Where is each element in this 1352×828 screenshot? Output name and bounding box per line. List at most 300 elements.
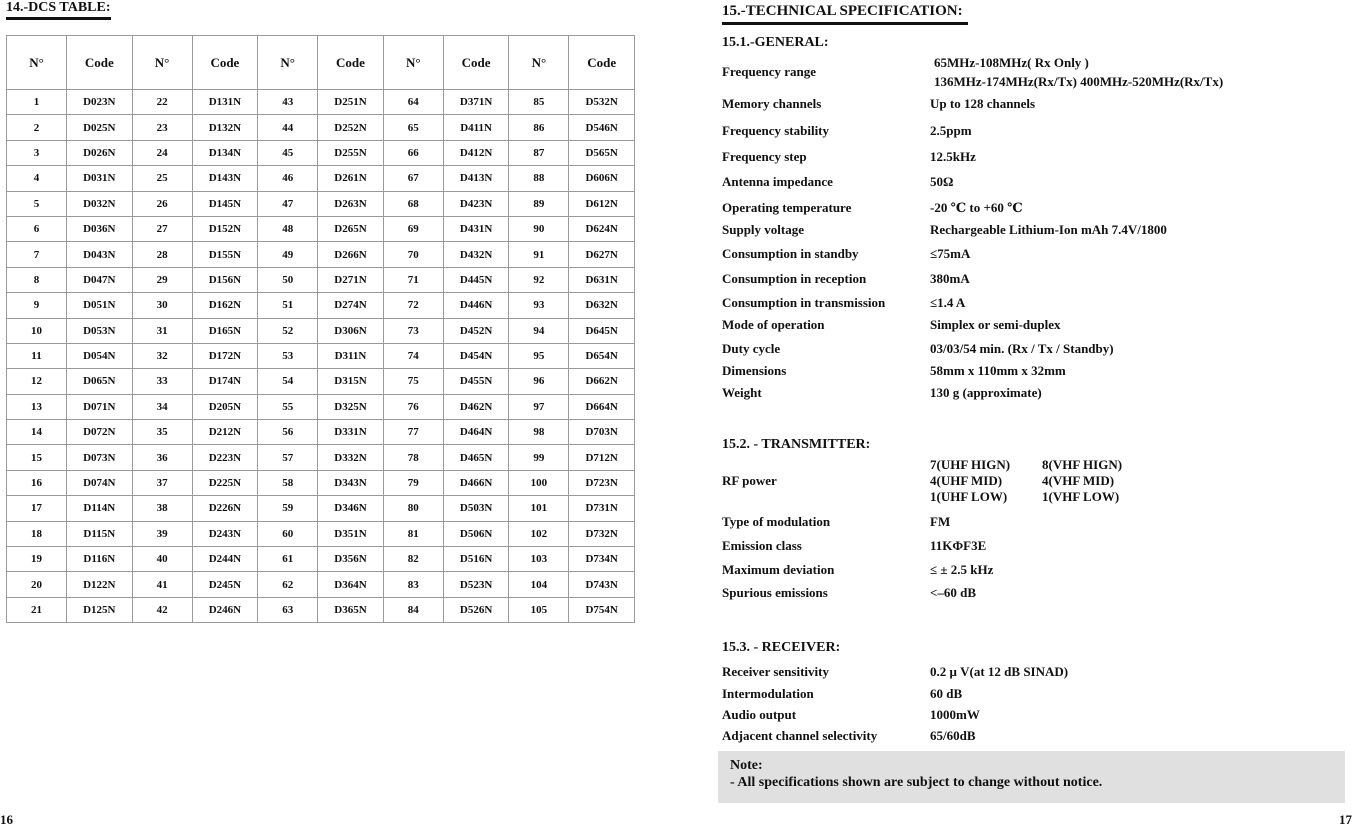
dcs-number-cell: 43 [258,90,318,115]
table-row [7,343,635,368]
receiver-heading: 15.3. - RECEIVER: [722,640,841,655]
dcs-code-cell: D526N [443,597,509,622]
dcs-code-cell: D223N [192,445,258,470]
dcs-code-cell: D152N [192,216,258,241]
dcs-code-cell: D036N [67,216,133,241]
spec-value: ≤75mA [930,246,971,261]
dcs-code-cell: D053N [67,318,133,343]
dcs-code-cell: D226N [192,496,258,521]
table-row [7,597,635,622]
dcs-number-cell: 81 [383,521,443,546]
dcs-number-cell: 74 [383,343,443,368]
dcs-number-cell: 58 [258,470,318,495]
dcs-number-cell: 2 [7,115,67,140]
dcs-number-cell: 39 [132,521,192,546]
dcs-code-cell: D732N [569,521,635,546]
dcs-number-cell: 63 [258,597,318,622]
dcs-code-cell: D115N [67,521,133,546]
dcs-number-cell: 20 [7,572,67,597]
dcs-number-cell: 17 [7,496,67,521]
dcs-number-cell: 38 [132,496,192,521]
spec-label: Adjacent channel selectivity [722,728,878,743]
dcs-code-cell: D162N [192,293,258,318]
dcs-code-cell: D073N [67,445,133,470]
dcs-code-cell: D265N [318,216,384,241]
dcs-number-cell: 67 [383,166,443,191]
dcs-number-cell: 41 [132,572,192,597]
dcs-number-cell: 47 [258,191,318,216]
spec-label: Frequency step [722,149,807,164]
table-row [7,318,635,343]
rf-power-vhf-mid: 4(VHF MID) [1042,473,1115,488]
spec-value: 58mm x 110mm x 32mm [930,363,1066,378]
spec-label: Consumption in transmission [722,295,886,310]
dcs-code-cell: D165N [192,318,258,343]
dcs-number-cell: 53 [258,343,318,368]
spec-label: Weight [722,385,762,400]
spec-label: Maximum deviation [722,562,835,577]
dcs-code-cell: D413N [443,166,509,191]
dcs-code-cell: D274N [318,293,384,318]
note-box [718,751,1345,803]
dcs-code-cell: D331N [318,420,384,445]
dcs-number-cell: 62 [258,572,318,597]
dcs-number-cell: 59 [258,496,318,521]
spec-label: Dimensions [722,363,787,378]
dcs-code-cell: D212N [192,420,258,445]
dcs-number-cell: 16 [7,470,67,495]
dcs-number-cell: 103 [509,547,569,572]
table-row [7,90,635,115]
spec-value: 03/03/54 min. (Rx / Tx / Standby) [930,341,1114,356]
dcs-number-cell: 51 [258,293,318,318]
dcs-code-cell: D031N [67,166,133,191]
transmitter-heading: 15.2. - TRANSMITTER: [722,437,871,452]
dcs-code-cell: D315N [318,369,384,394]
dcs-code-cell: D131N [192,90,258,115]
rf-power-uhf-low: 1(UHF LOW) [930,489,1008,504]
dcs-code-cell: D662N [569,369,635,394]
dcs-number-cell: 102 [509,521,569,546]
rf-power-vhf-high: 8(VHF HIGN) [1042,457,1123,472]
table-row [7,267,635,292]
spec-label: Emission class [722,538,802,553]
dcs-code-cell: D364N [318,572,384,597]
dcs-code-cell: D071N [67,394,133,419]
table-row [7,470,635,495]
header-code: Code [443,36,509,90]
dcs-number-cell: 101 [509,496,569,521]
dcs-number-cell: 88 [509,166,569,191]
spec-value: 380mA [930,271,970,286]
dcs-number-cell: 54 [258,369,318,394]
spec-label: Type of modulation [722,514,831,529]
spec-value: 50Ω [930,174,954,189]
dcs-number-cell: 30 [132,293,192,318]
dcs-code-cell: D723N [569,470,635,495]
dcs-code-cell: D431N [443,216,509,241]
dcs-code-cell: D523N [443,572,509,597]
dcs-number-cell: 24 [132,140,192,165]
dcs-code-cell: D632N [569,293,635,318]
spec-label: Operating temperature [722,200,852,215]
dcs-code-cell: D412N [443,140,509,165]
dcs-table-body [7,90,635,623]
spec-label: Audio output [722,707,797,722]
dcs-number-cell: 84 [383,597,443,622]
dcs-code-cell: D446N [443,293,509,318]
dcs-code-cell: D122N [67,572,133,597]
table-row [7,369,635,394]
dcs-number-cell: 91 [509,242,569,267]
dcs-code-cell: D332N [318,445,384,470]
dcs-code-cell: D132N [192,115,258,140]
header-number: N° [509,36,569,90]
table-row [7,394,635,419]
dcs-code-cell: D255N [318,140,384,165]
spec-value: 60 dB [930,686,963,701]
dcs-number-cell: 95 [509,343,569,368]
dcs-code-cell: D645N [569,318,635,343]
dcs-code-cell: D244N [192,547,258,572]
header-number: N° [258,36,318,90]
dcs-number-cell: 72 [383,293,443,318]
dcs-code-cell: D266N [318,242,384,267]
dcs-number-cell: 45 [258,140,318,165]
dcs-code-cell: D174N [192,369,258,394]
dcs-number-cell: 33 [132,369,192,394]
dcs-code-cell: D346N [318,496,384,521]
dcs-number-cell: 60 [258,521,318,546]
spec-value: Up to 128 channels [930,96,1036,111]
spec-value: FM [930,514,951,529]
dcs-number-cell: 23 [132,115,192,140]
dcs-table [6,35,635,623]
dcs-number-cell: 35 [132,420,192,445]
dcs-code-cell: D271N [318,267,384,292]
dcs-code-cell: D263N [318,191,384,216]
spec-value: <–60 dB [930,585,977,600]
dcs-number-cell: 29 [132,267,192,292]
table-row [7,166,635,191]
spec-label: Receiver sensitivity [722,664,829,679]
dcs-code-cell: D023N [67,90,133,115]
table-row [7,420,635,445]
rf-power-uhf-high: 7(UHF HIGN) [930,457,1011,472]
spec-value: ≤ ± 2.5 kHz [930,562,994,577]
dcs-number-cell: 50 [258,267,318,292]
dcs-number-cell: 49 [258,242,318,267]
spec-label: Frequency stability [722,123,830,138]
dcs-number-cell: 31 [132,318,192,343]
dcs-code-cell: D455N [443,369,509,394]
dcs-code-cell: D145N [192,191,258,216]
dcs-code-cell: D452N [443,318,509,343]
dcs-code-cell: D065N [67,369,133,394]
dcs-code-cell: D134N [192,140,258,165]
dcs-number-cell: 22 [132,90,192,115]
dcs-code-cell: D025N [67,115,133,140]
spec-label: Consumption in reception [722,271,867,286]
dcs-number-cell: 94 [509,318,569,343]
dcs-number-cell: 68 [383,191,443,216]
spec-value: -20 ℃ to +60 ℃ [930,200,1023,215]
spec-value: 65/60dB [930,728,976,743]
dcs-number-cell: 61 [258,547,318,572]
dcs-code-cell: D465N [443,445,509,470]
spec-label: Mode of operation [722,317,825,332]
dcs-code-cell: D516N [443,547,509,572]
spec-value: 130 g (approximate) [930,385,1042,400]
dcs-code-cell: D532N [569,90,635,115]
dcs-code-cell: D612N [569,191,635,216]
dcs-code-cell: D356N [318,547,384,572]
dcs-number-cell: 76 [383,394,443,419]
dcs-number-cell: 9 [7,293,67,318]
dcs-code-cell: D565N [569,140,635,165]
dcs-code-cell: D072N [67,420,133,445]
dcs-number-cell: 21 [7,597,67,622]
dcs-number-cell: 8 [7,267,67,292]
dcs-code-cell: D325N [318,394,384,419]
note-text: - All specifications shown are subject to change without notice. [730,775,1103,790]
dcs-code-cell: D245N [192,572,258,597]
dcs-number-cell: 26 [132,191,192,216]
table-row [7,521,635,546]
dcs-number-cell: 42 [132,597,192,622]
table-row [7,216,635,241]
dcs-number-cell: 4 [7,166,67,191]
dcs-number-cell: 104 [509,572,569,597]
rf-power-vhf-low: 1(VHF LOW) [1042,489,1120,504]
dcs-number-cell: 14 [7,420,67,445]
dcs-code-cell: D074N [67,470,133,495]
dcs-number-cell: 93 [509,293,569,318]
dcs-code-cell: D371N [443,90,509,115]
dcs-number-cell: 83 [383,572,443,597]
dcs-code-cell: D155N [192,242,258,267]
dcs-code-cell: D624N [569,216,635,241]
dcs-code-cell: D251N [318,90,384,115]
table-row [7,445,635,470]
dcs-code-cell: D026N [67,140,133,165]
dcs-code-cell: D506N [443,521,509,546]
page-number-right: 17 [1339,812,1352,827]
dcs-number-cell: 82 [383,547,443,572]
dcs-number-cell: 18 [7,521,67,546]
table-row [7,242,635,267]
dcs-number-cell: 46 [258,166,318,191]
dcs-number-cell: 25 [132,166,192,191]
dcs-code-cell: D503N [443,496,509,521]
dcs-code-cell: D343N [318,470,384,495]
dcs-code-cell: D047N [67,267,133,292]
dcs-table-title: 14.-DCS TABLE: [6,0,111,20]
dcs-number-cell: 64 [383,90,443,115]
tech-spec-title: 15.-TECHNICAL SPECIFICATION: [722,2,968,25]
dcs-code-cell: D243N [192,521,258,546]
spec-label: Spurious emissions [722,585,828,600]
dcs-code-cell: D734N [569,547,635,572]
dcs-number-cell: 13 [7,394,67,419]
dcs-number-cell: 100 [509,470,569,495]
dcs-code-cell: D631N [569,267,635,292]
dcs-number-cell: 5 [7,191,67,216]
dcs-number-cell: 87 [509,140,569,165]
table-row [7,191,635,216]
page-number-left: 16 [0,812,13,827]
dcs-number-cell: 15 [7,445,67,470]
dcs-number-cell: 37 [132,470,192,495]
dcs-code-cell: D261N [318,166,384,191]
dcs-code-cell: D546N [569,115,635,140]
dcs-code-cell: D743N [569,572,635,597]
dcs-code-cell: D754N [569,597,635,622]
dcs-number-cell: 99 [509,445,569,470]
dcs-code-cell: D445N [443,267,509,292]
dcs-code-cell: D116N [67,547,133,572]
dcs-number-cell: 66 [383,140,443,165]
dcs-number-cell: 98 [509,420,569,445]
spec-value: 2.5ppm [930,123,972,138]
dcs-code-cell: D731N [569,496,635,521]
spec-value: Rechargeable Lithium-Ion mAh 7.4V/1800 [930,222,1167,237]
dcs-number-cell: 19 [7,547,67,572]
dcs-code-cell: D606N [569,166,635,191]
table-row [7,496,635,521]
dcs-number-cell: 96 [509,369,569,394]
dcs-code-cell: D411N [443,115,509,140]
spec-value-frequency-line2: 136MHz-174MHz(Rx/Tx) 400MHz-520MHz(Rx/Tx) [934,74,1224,89]
dcs-number-cell: 71 [383,267,443,292]
dcs-number-cell: 36 [132,445,192,470]
spec-value: ≤1.4 A [930,295,966,310]
dcs-code-cell: D143N [192,166,258,191]
dcs-number-cell: 65 [383,115,443,140]
header-number: N° [132,36,192,90]
dcs-number-cell: 97 [509,394,569,419]
dcs-number-cell: 44 [258,115,318,140]
dcs-code-cell: D454N [443,343,509,368]
dcs-code-cell: D423N [443,191,509,216]
dcs-number-cell: 70 [383,242,443,267]
spec-label: Antenna impedance [722,174,833,189]
dcs-code-cell: D225N [192,470,258,495]
header-code: Code [192,36,258,90]
dcs-code-cell: D156N [192,267,258,292]
dcs-code-cell: D172N [192,343,258,368]
dcs-code-cell: D306N [318,318,384,343]
spec-label: Consumption in standby [722,246,859,261]
dcs-number-cell: 85 [509,90,569,115]
dcs-number-cell: 48 [258,216,318,241]
header-number: N° [383,36,443,90]
dcs-code-cell: D311N [318,343,384,368]
dcs-code-cell: D252N [318,115,384,140]
dcs-number-cell: 3 [7,140,67,165]
dcs-code-cell: D462N [443,394,509,419]
dcs-number-cell: 77 [383,420,443,445]
dcs-number-cell: 40 [132,547,192,572]
dcs-number-cell: 6 [7,216,67,241]
dcs-number-cell: 75 [383,369,443,394]
spec-label-rf-power: RF power [722,473,777,488]
note-title: Note: [730,758,763,773]
header-code: Code [67,36,133,90]
dcs-number-cell: 56 [258,420,318,445]
spec-value-frequency-line1: 65MHz-108MHz( Rx Only ) [934,55,1089,70]
dcs-code-cell: D043N [67,242,133,267]
dcs-number-cell: 34 [132,394,192,419]
spec-value: 1000mW [930,707,980,722]
dcs-code-cell: D246N [192,597,258,622]
dcs-code-cell: D125N [67,597,133,622]
dcs-table-header-row [7,36,635,90]
header-code: Code [569,36,635,90]
dcs-code-cell: D466N [443,470,509,495]
dcs-number-cell: 57 [258,445,318,470]
dcs-number-cell: 1 [7,90,67,115]
dcs-code-cell: D051N [67,293,133,318]
dcs-code-cell: D365N [318,597,384,622]
dcs-number-cell: 80 [383,496,443,521]
dcs-code-cell: D664N [569,394,635,419]
dcs-number-cell: 32 [132,343,192,368]
dcs-code-cell: D032N [67,191,133,216]
dcs-number-cell: 79 [383,470,443,495]
dcs-code-cell: D712N [569,445,635,470]
spec-label: Memory channels [722,96,822,111]
dcs-number-cell: 92 [509,267,569,292]
header-number: N° [7,36,67,90]
spec-value: Simplex or semi-duplex [930,317,1061,332]
dcs-code-cell: D703N [569,420,635,445]
spec-value: 11KΦF3E [930,538,987,553]
dcs-number-cell: 55 [258,394,318,419]
dcs-number-cell: 10 [7,318,67,343]
dcs-number-cell: 28 [132,242,192,267]
table-row [7,293,635,318]
dcs-number-cell: 11 [7,343,67,368]
dcs-code-cell: D464N [443,420,509,445]
spec-label: Duty cycle [722,341,781,356]
spec-value: 12.5kHz [930,149,976,164]
dcs-number-cell: 12 [7,369,67,394]
spec-label: Supply voltage [722,222,804,237]
dcs-number-cell: 105 [509,597,569,622]
dcs-number-cell: 52 [258,318,318,343]
dcs-code-cell: D654N [569,343,635,368]
dcs-code-cell: D627N [569,242,635,267]
dcs-number-cell: 7 [7,242,67,267]
dcs-number-cell: 73 [383,318,443,343]
dcs-code-cell: D205N [192,394,258,419]
header-code: Code [318,36,384,90]
table-row [7,140,635,165]
dcs-number-cell: 89 [509,191,569,216]
dcs-code-cell: D432N [443,242,509,267]
dcs-code-cell: D114N [67,496,133,521]
dcs-code-cell: D054N [67,343,133,368]
dcs-number-cell: 78 [383,445,443,470]
table-row [7,572,635,597]
spec-label-frequency-range: Frequency range [722,64,816,79]
rf-power-uhf-mid: 4(UHF MID) [930,473,1003,488]
table-row [7,547,635,572]
dcs-number-cell: 90 [509,216,569,241]
dcs-number-cell: 27 [132,216,192,241]
dcs-number-cell: 86 [509,115,569,140]
